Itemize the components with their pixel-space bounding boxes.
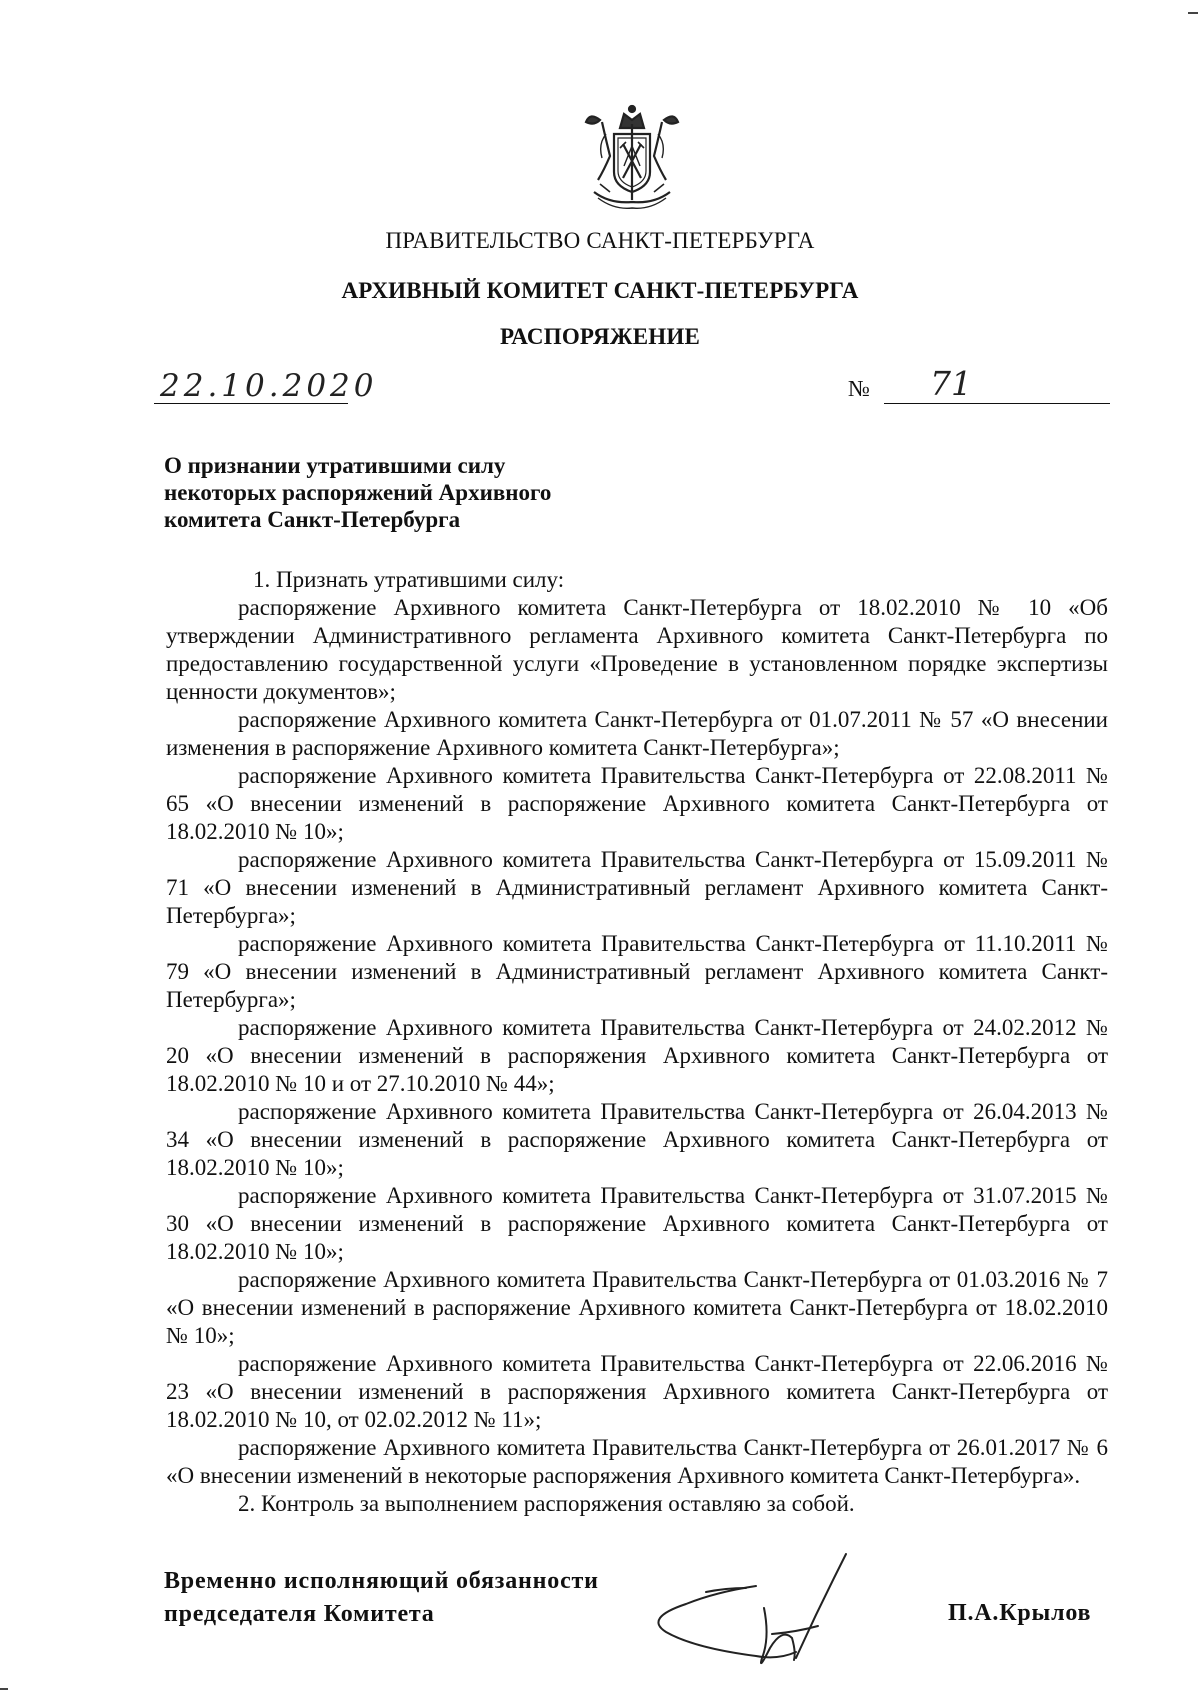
- body-paragraph: распоряжение Архивного комитета Правительства Санкт-Петербурга от 22.06.2016 № 23 «О внесении изменений в распоряжения Архивного комитета Санкт-Петербурга от 18.02.2010 № 10, от 02.02.2012 № 11»;: [166, 1351, 1108, 1432]
- position-line: Временно исполняющий обязанности: [164, 1568, 599, 1594]
- body-paragraph: 1. Признать утратившими силу:: [253, 567, 565, 592]
- subject-line: комитета Санкт-Петербурга: [164, 507, 461, 532]
- body-paragraph: распоряжение Архивного комитета Правительства Санкт-Петербурга от 01.03.2016 № 7 «О внесении изменений в распоряжение Архивного комитета Санкт-Петербурга от 18.02.2010 № 10»;: [166, 1267, 1108, 1348]
- body-paragraph: распоряжение Архивного комитета Правительства Санкт-Петербурга от 24.02.2012 № 20 «О внесении изменений в распоряжения Архивного комитета Санкт-Петербурга от 18.02.2010 № 10 и от 27.10.2010 № 44»;: [166, 1015, 1108, 1096]
- body-paragraph: 2. Контроль за выполнением распоряжения оставляю за собой.: [238, 1491, 855, 1516]
- body-paragraph: распоряжение Архивного комитета Санкт-Петербурга от 01.07.2011 № 57 «О внесении изменения в распоряжение Архивного комитета Санкт-Петербурга»;: [166, 707, 1108, 760]
- number-underline: [884, 403, 1110, 404]
- coat-of-arms-icon: [580, 100, 684, 212]
- subject-line: некоторых распоряжений Архивного: [164, 480, 552, 505]
- document-subject: [164, 452, 624, 533]
- subject-line: О признании утратившими силу: [164, 453, 506, 478]
- signatory-name: П.А.Крылов: [948, 1600, 1092, 1626]
- body-paragraph: распоряжение Архивного комитета Правительства Санкт-Петербурга от 26.04.2013 № 34 «О внесении изменений в распоряжение Архивного комитета Санкт-Петербурга от 18.02.2010 № 10»;: [166, 1099, 1108, 1180]
- body-paragraph: распоряжение Архивного комитета Правительства Санкт-Петербурга от 26.01.2017 № 6 «О внесении изменений в некоторые распоряжения Архивного комитета Санкт-Петербурга».: [166, 1435, 1108, 1488]
- government-title: ПРАВИТЕЛЬСТВО САНКТ-ПЕТЕРБУРГА: [385, 228, 815, 253]
- body-paragraph: распоряжение Архивного комитета Правительства Санкт-Петербурга от 15.09.2011 № 71 «О внесении изменений в Административный регламент Архивного комитета Санкт-Петербурга»;: [166, 847, 1108, 928]
- signatory-position: [164, 1565, 599, 1631]
- document-body: [166, 566, 1108, 1518]
- document-number: 71: [930, 364, 972, 403]
- scan-edge-mark: [0, 1688, 8, 1690]
- document-date: 22.10.2020: [160, 368, 378, 404]
- body-paragraph: распоряжение Архивного комитета Правительства Санкт-Петербурга от 22.08.2011 № 65 «О внесении изменений в распоряжение Архивного комитета Санкт-Петербурга от 18.02.2010 № 10»;: [166, 763, 1108, 844]
- number-label: №: [848, 376, 870, 401]
- committee-title: АРХИВНЫЙ КОМИТЕТ САНКТ-ПЕТЕРБУРГА: [341, 278, 859, 303]
- position-line: председателя Комитета: [164, 1601, 435, 1627]
- scan-edge-mark: [1188, 12, 1198, 14]
- document-type: РАСПОРЯЖЕНИЕ: [499, 324, 701, 349]
- body-paragraph: распоряжение Архивного комитета Санкт-Петербурга от 18.02.2010 № 10 «Об утверждении Административного регламента Архивного комитета Санкт-Петербурга по предоставлению государственной услуги «Проведение в установленном порядке экспертизы ценности документов»;: [166, 595, 1108, 704]
- body-paragraph: распоряжение Архивного комитета Правительства Санкт-Петербурга от 31.07.2015 № 30 «О внесении изменений в распоряжение Архивного комитета Санкт-Петербурга от 18.02.2010 № 10»;: [166, 1183, 1108, 1264]
- body-paragraph: распоряжение Архивного комитета Правительства Санкт-Петербурга от 11.10.2011 № 79 «О внесении изменений в Административный регламент Архивного комитета Санкт-Петербурга»;: [166, 931, 1108, 1012]
- handwritten-signature: [646, 1548, 876, 1688]
- date-underline: [154, 403, 348, 404]
